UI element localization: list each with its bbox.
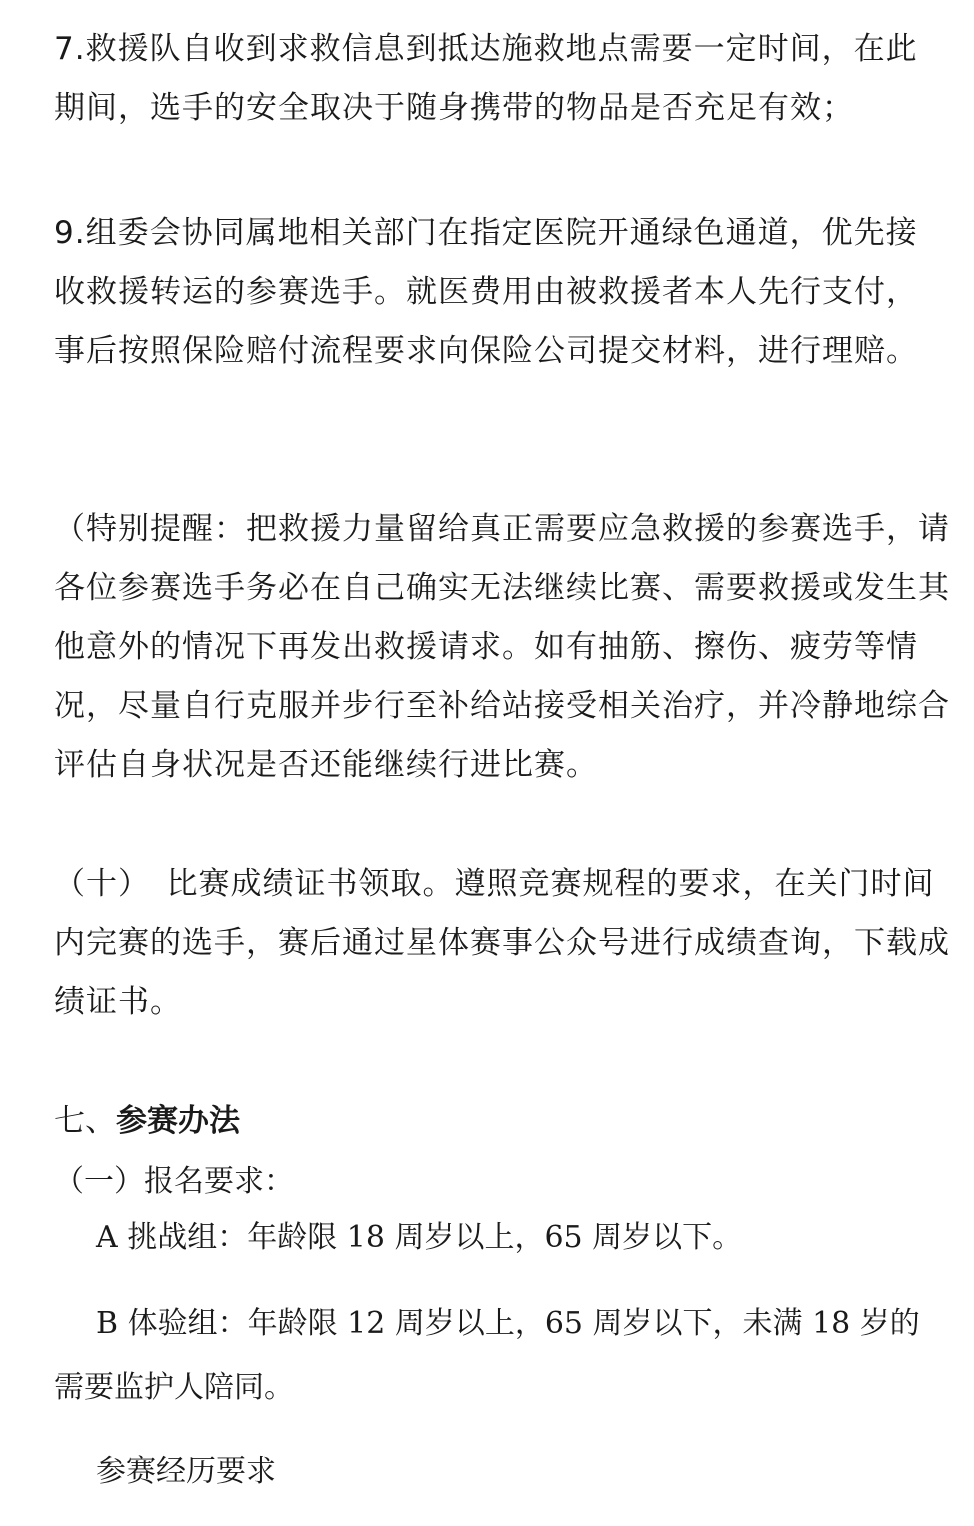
section-number: 七、 xyxy=(54,1103,116,1139)
paragraph-section-ten: （十） 比赛成绩证书领取。遵照竞赛规程的要求，在关门时间内完赛的选手，赛后通过星体赛事公众号进行成绩查询，下载成绩证书。 xyxy=(54,866,950,1020)
paragraph-special-reminder: （特别提醒：把救援力量留给真正需要应急救援的参赛选手，请各位参赛选手务必在自己确实无法继续比赛、需要救援或发生其他意外的情况下再发出救援请求。如有抽筋、擦伤、疲劳等情况，尽量自行克服并步行至补给站接受相关治疗，并冷静地综合评估自身状况是否还能继续行进比赛。 xyxy=(54,511,950,783)
paragraph-item-7: 7.救援队自收到求救信息到抵达施救地点需要一定时间，在此期间，选手的安全取决于随身携带的物品是否充足有效； xyxy=(54,31,918,126)
section-heading-seven xyxy=(54,1092,240,1151)
group-a-requirement: A 挑战组：年龄限 18 周岁以上，65 周岁以下。 xyxy=(96,1220,743,1255)
paragraph-item-9: 9.组委会协同属地相关部门在指定医院开通绿色通道，优先接收救援转运的参赛选手。就医费用由被救援者本人先行支付，事后按照保险赔付流程要求向保险公司提交材料，进行理赔。 xyxy=(54,215,918,369)
experience-requirement: 参赛经历要求 xyxy=(96,1454,276,1489)
group-b-requirement: B 体验组：年龄限 12 周岁以上，65 周岁以下，未满 18 岁的需要监护人陪同。 xyxy=(54,1306,920,1405)
subsection-registration: （一）报名要求： xyxy=(54,1164,294,1199)
section-title: 参赛办法 xyxy=(116,1103,240,1139)
